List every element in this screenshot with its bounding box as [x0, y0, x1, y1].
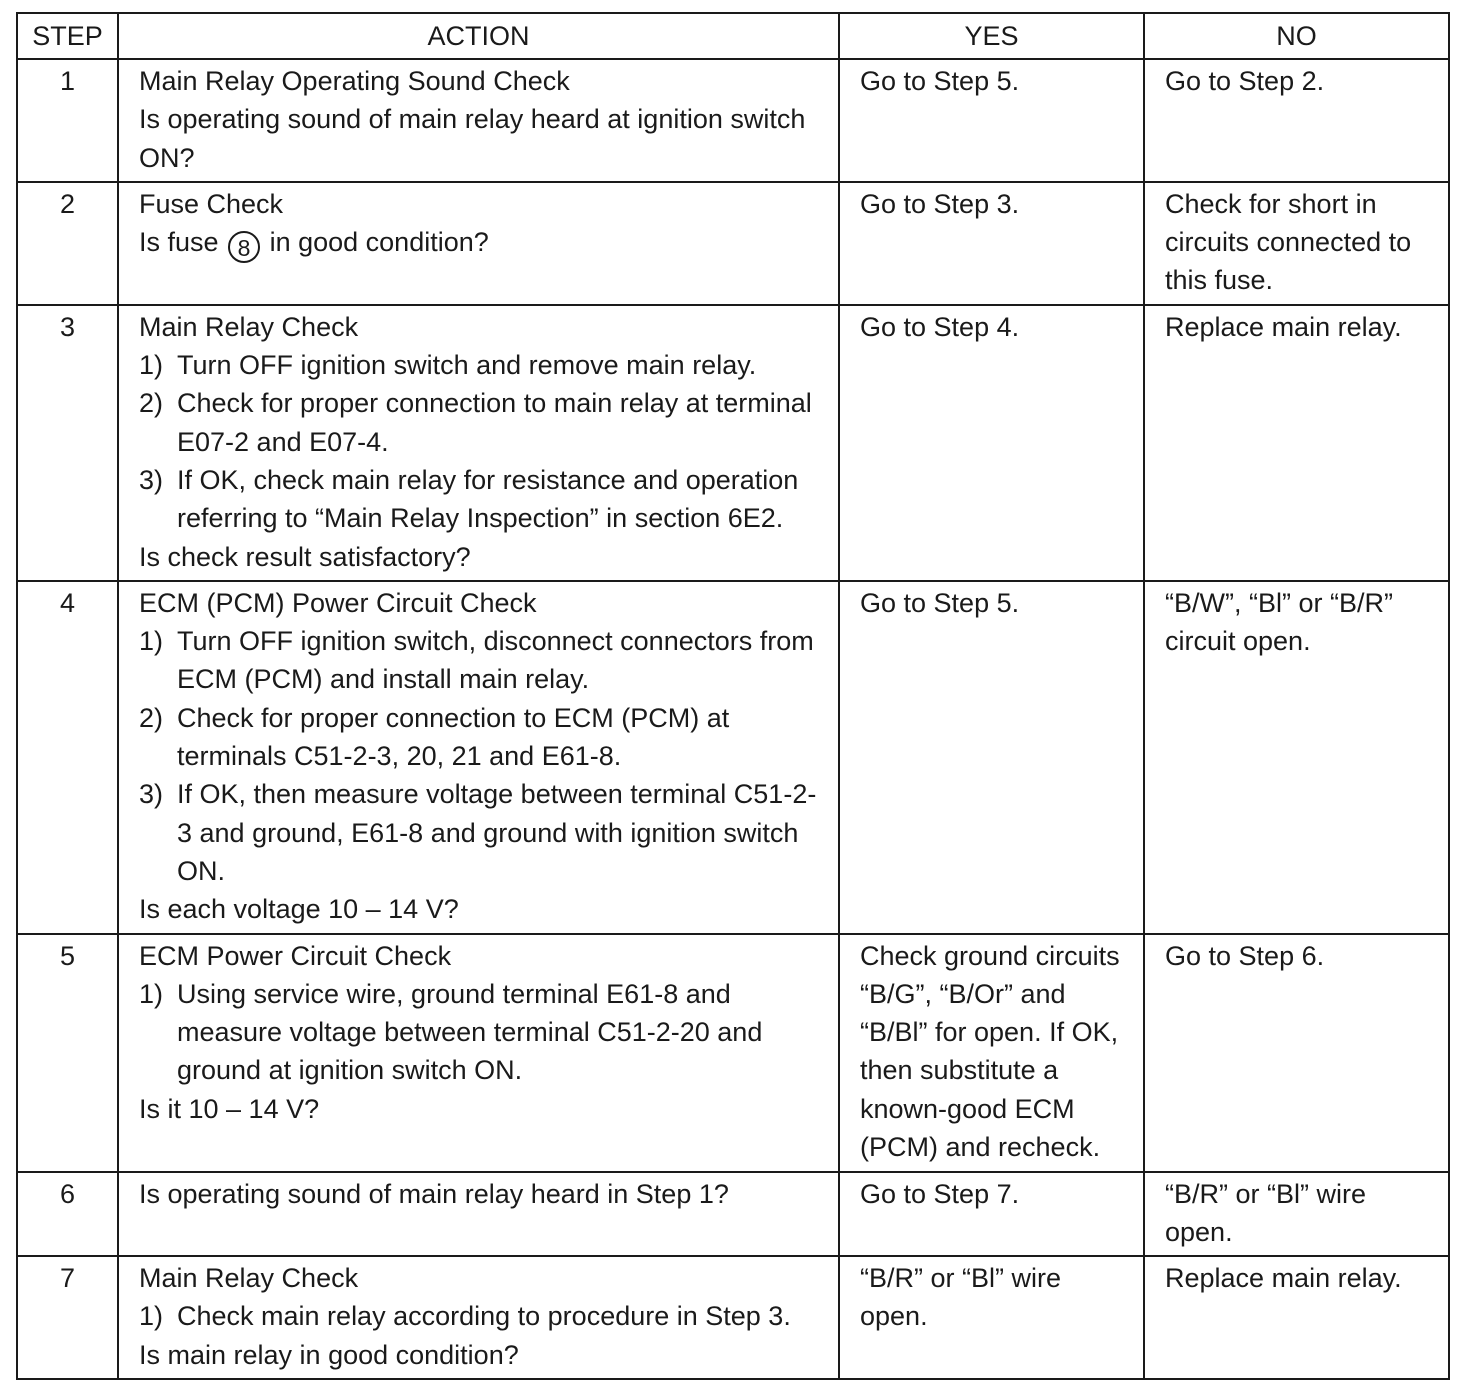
action-cell [118, 59, 839, 182]
step-number: 3 [17, 305, 118, 581]
substep-text: If OK, then measure voltage between terminal C51-2-3 and ground, E61-8 and ground with ignition switch ON. [177, 779, 817, 886]
step-number: 6 [17, 1172, 118, 1257]
action-cell [118, 1256, 839, 1379]
substep-item [139, 1297, 826, 1335]
action-cell [118, 1172, 839, 1257]
substep-item [139, 346, 826, 384]
action-cell [118, 934, 839, 1172]
header-step: STEP [17, 13, 118, 59]
substep-item [139, 975, 826, 1090]
action-title: Main Relay Check [139, 1263, 359, 1294]
question-text: in good condition? [269, 227, 489, 258]
substep-text: Turn OFF ignition switch and remove main relay. [177, 350, 757, 381]
question-text: Is fuse [139, 227, 219, 258]
yes-cell: Go to Step 4. [839, 305, 1144, 581]
action-question: Is operating sound of main relay heard in Step 1? [139, 1178, 729, 1209]
action-question: Is each voltage 10 – 14 V? [139, 894, 459, 925]
action-cell [118, 305, 839, 581]
diagnostic-table [16, 12, 1450, 1380]
no-cell: Replace main relay. [1144, 1256, 1449, 1379]
yes-cell: Go to Step 5. [839, 581, 1144, 934]
step-number: 2 [17, 182, 118, 305]
substep-number: 3) [139, 464, 164, 495]
header-yes: YES [839, 13, 1144, 59]
yes-cell: Go to Step 5. [839, 59, 1144, 182]
table-row [17, 182, 1449, 305]
substep-item [139, 699, 826, 776]
substep-number: 1) [139, 626, 164, 657]
substep-list [139, 1297, 826, 1335]
step-number: 7 [17, 1256, 118, 1379]
no-cell: Go to Step 6. [1144, 934, 1449, 1172]
substep-item [139, 622, 826, 699]
substep-number: 3) [139, 779, 164, 810]
table-row [17, 581, 1449, 934]
action-title: ECM Power Circuit Check [139, 940, 452, 971]
substep-number: 1) [139, 350, 164, 381]
substep-text: Check main relay according to procedure in Step 3. [177, 1301, 791, 1332]
substep-text: Check for proper connection to ECM (PCM) at terminals C51-2-3, 20, 21 and E61-8. [177, 702, 730, 772]
substep-text: Using service wire, ground terminal E61-8 and measure voltage between terminal C51-2-20 and ground at ignition switch ON. [177, 978, 763, 1086]
step-number: 5 [17, 934, 118, 1172]
header-no: NO [1144, 13, 1449, 59]
action-cell [118, 581, 839, 934]
yes-cell: “B/R” or “Bl” wire open. [839, 1256, 1144, 1379]
substep-item [139, 461, 826, 538]
action-title: Main Relay Operating Sound Check [139, 66, 570, 96]
substep-list [139, 975, 826, 1090]
substep-list [139, 622, 826, 890]
substep-text: If OK, check main relay for resistance and operation referring to “Main Relay Inspection” in section 6E2. [177, 464, 799, 534]
action-cell [118, 182, 839, 305]
table-row [17, 934, 1449, 1172]
substep-number: 2) [139, 702, 164, 733]
action-question: Is operating sound of main relay heard at ignition switch ON? [139, 104, 806, 173]
table-row [17, 305, 1449, 581]
header-row [17, 13, 1449, 59]
table-row [17, 59, 1449, 182]
action-question [139, 223, 826, 263]
no-cell: “B/R” or “Bl” wire open. [1144, 1172, 1449, 1257]
substep-text: Check for proper connection to main relay at terminal E07-2 and E07-4. [177, 388, 812, 457]
action-title: ECM (PCM) Power Circuit Check [139, 587, 537, 618]
substep-number: 1) [139, 1301, 164, 1332]
substep-text: Turn OFF ignition switch, disconnect connectors from ECM (PCM) and install main relay. [177, 626, 814, 695]
action-question: Is check result satisfactory? [139, 541, 471, 572]
no-cell: Check for short in circuits connected to this fuse. [1144, 182, 1449, 305]
no-cell: Go to Step 2. [1144, 59, 1449, 182]
troubleshooting-page [16, 12, 1448, 1380]
table-row [17, 1172, 1449, 1257]
action-title: Main Relay Check [139, 311, 359, 342]
substep-item [139, 775, 826, 890]
action-question: Is it 10 – 14 V? [139, 1093, 320, 1124]
step-number: 4 [17, 581, 118, 934]
header-action: ACTION [118, 13, 839, 59]
step-number: 1 [17, 59, 118, 182]
substep-item [139, 384, 826, 461]
substep-list [139, 346, 826, 537]
no-cell: “B/W”, “Bl” or “B/R” circuit open. [1144, 581, 1449, 934]
substep-number: 1) [139, 978, 164, 1009]
yes-cell: Go to Step 3. [839, 182, 1144, 305]
action-title: Fuse Check [139, 188, 284, 219]
substep-number: 2) [139, 388, 164, 419]
fuse-number-badge: 8 [228, 231, 260, 263]
no-cell: Replace main relay. [1144, 305, 1449, 581]
action-question: Is main relay in good condition? [139, 1339, 519, 1370]
yes-cell: Check ground circuits “B/G”, “B/Or” and “B/Bl” for open. If OK, then substitute a known-good ECM (PCM) and recheck. [839, 934, 1144, 1172]
yes-cell: Go to Step 7. [839, 1172, 1144, 1257]
table-row [17, 1256, 1449, 1379]
